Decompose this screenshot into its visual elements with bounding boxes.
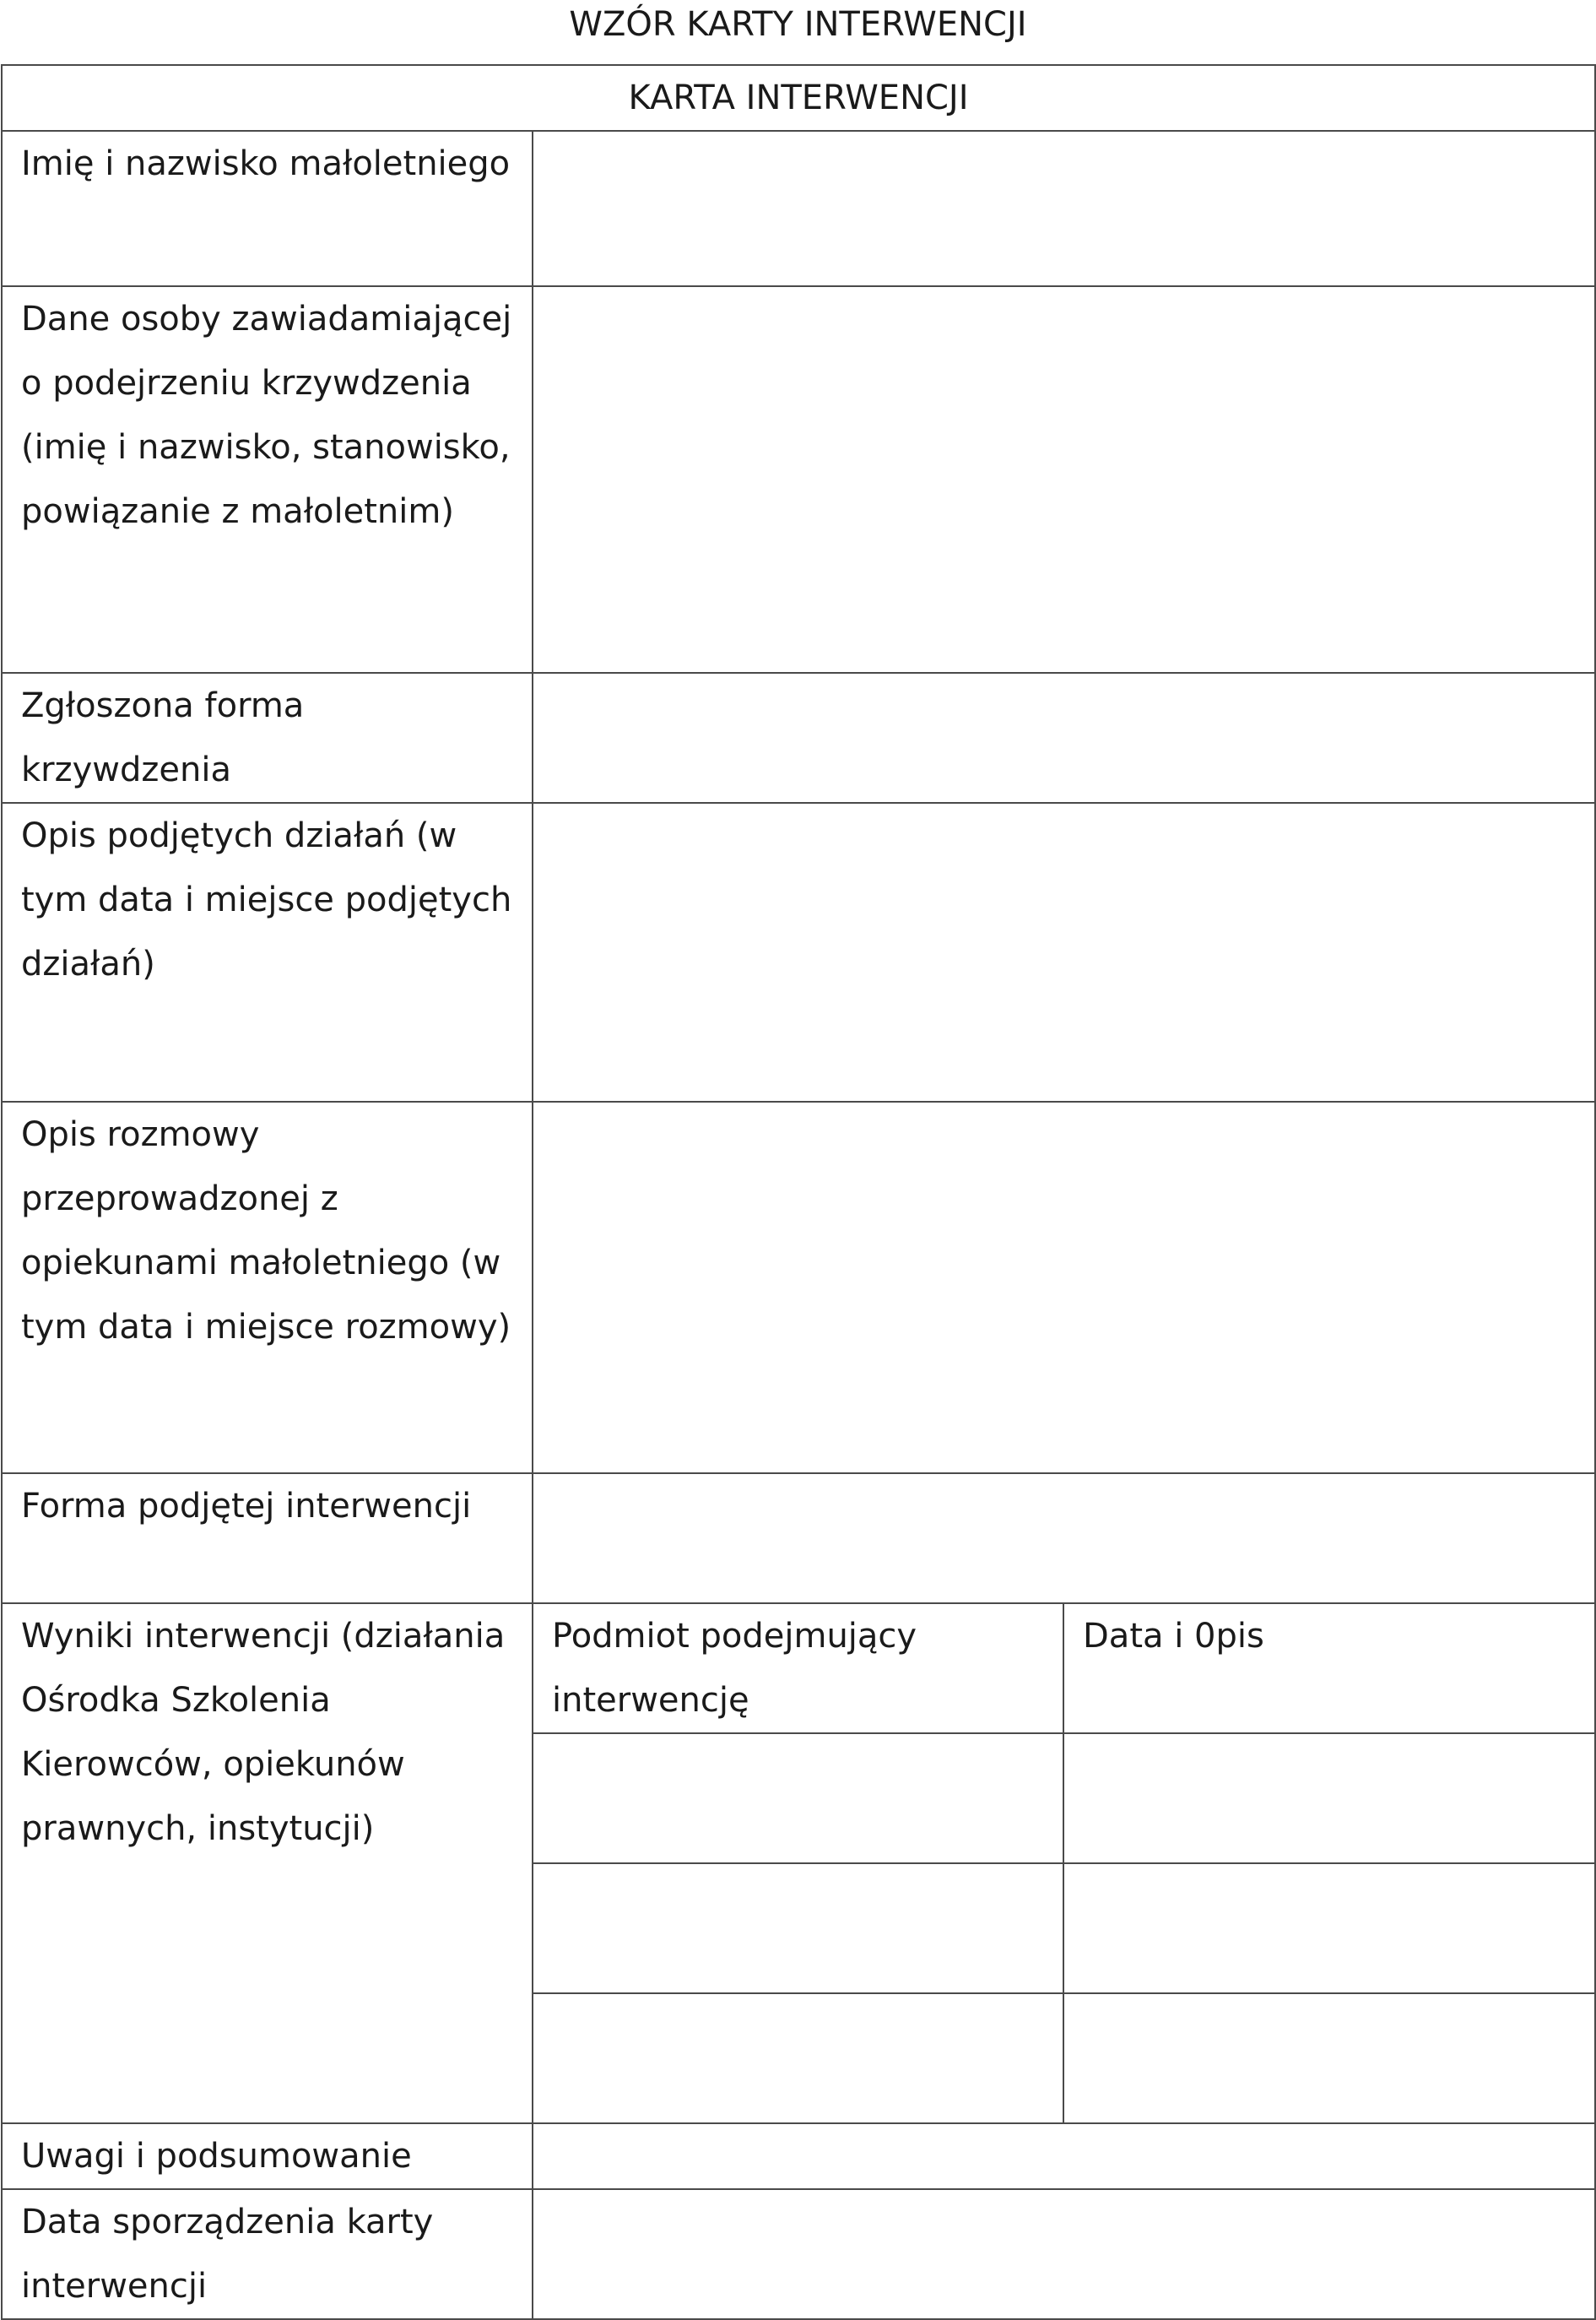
card-header: KARTA INTERWENCJI — [2, 65, 1595, 131]
results-entity-field[interactable] — [533, 1863, 1063, 1993]
field-actions-description[interactable] — [533, 803, 1595, 1102]
label-notes-summary: Uwagi i podsumowanie — [2, 2123, 533, 2189]
label-card-date: Data sporządzenia karty interwencji — [2, 2189, 533, 2319]
results-entity-field[interactable] — [533, 1733, 1063, 1863]
field-conversation-description[interactable] — [533, 1102, 1595, 1473]
label-conversation-description: Opis rozmowy przeprowadzonej z opiekunami małoletniego (w tym data i miejsce rozmowy) — [2, 1102, 533, 1473]
field-card-date[interactable] — [533, 2189, 1595, 2319]
document-title: WZÓR KARTY INTERWENCJI — [569, 5, 1027, 44]
field-notes-summary[interactable] — [533, 2123, 1595, 2189]
label-actions-description: Opis podjętych działań (w tym data i miejsce podjętych działań) — [2, 803, 533, 1102]
field-reporter-data[interactable] — [533, 286, 1595, 673]
results-header-date: Data i 0pis — [1063, 1603, 1595, 1733]
label-minor-name: Imię i nazwisko małoletniego — [2, 131, 533, 286]
label-reporter-data: Dane osoby zawiadamiającej o podejrzeniu krzywdzenia (imię i nazwisko, stanowisko, powiązanie z małoletnim) — [2, 286, 533, 673]
results-date-field[interactable] — [1063, 1863, 1595, 1993]
results-header-entity: Podmiot podejmujący interwencję — [533, 1603, 1063, 1733]
intervention-card-table — [1, 64, 1596, 2320]
results-entity-field[interactable] — [533, 1993, 1063, 2123]
results-date-field[interactable] — [1063, 1733, 1595, 1863]
label-intervention-results: Wyniki interwencji (działania Ośrodka Szkolenia Kierowców, opiekunów prawnych, instytucji) — [2, 1603, 533, 2123]
field-harm-form[interactable] — [533, 673, 1595, 803]
label-harm-form: Zgłoszona forma krzywdzenia — [2, 673, 533, 803]
label-intervention-form: Forma podjętej interwencji — [2, 1473, 533, 1603]
field-minor-name[interactable] — [533, 131, 1595, 286]
results-date-field[interactable] — [1063, 1993, 1595, 2123]
field-intervention-form[interactable] — [533, 1473, 1595, 1603]
